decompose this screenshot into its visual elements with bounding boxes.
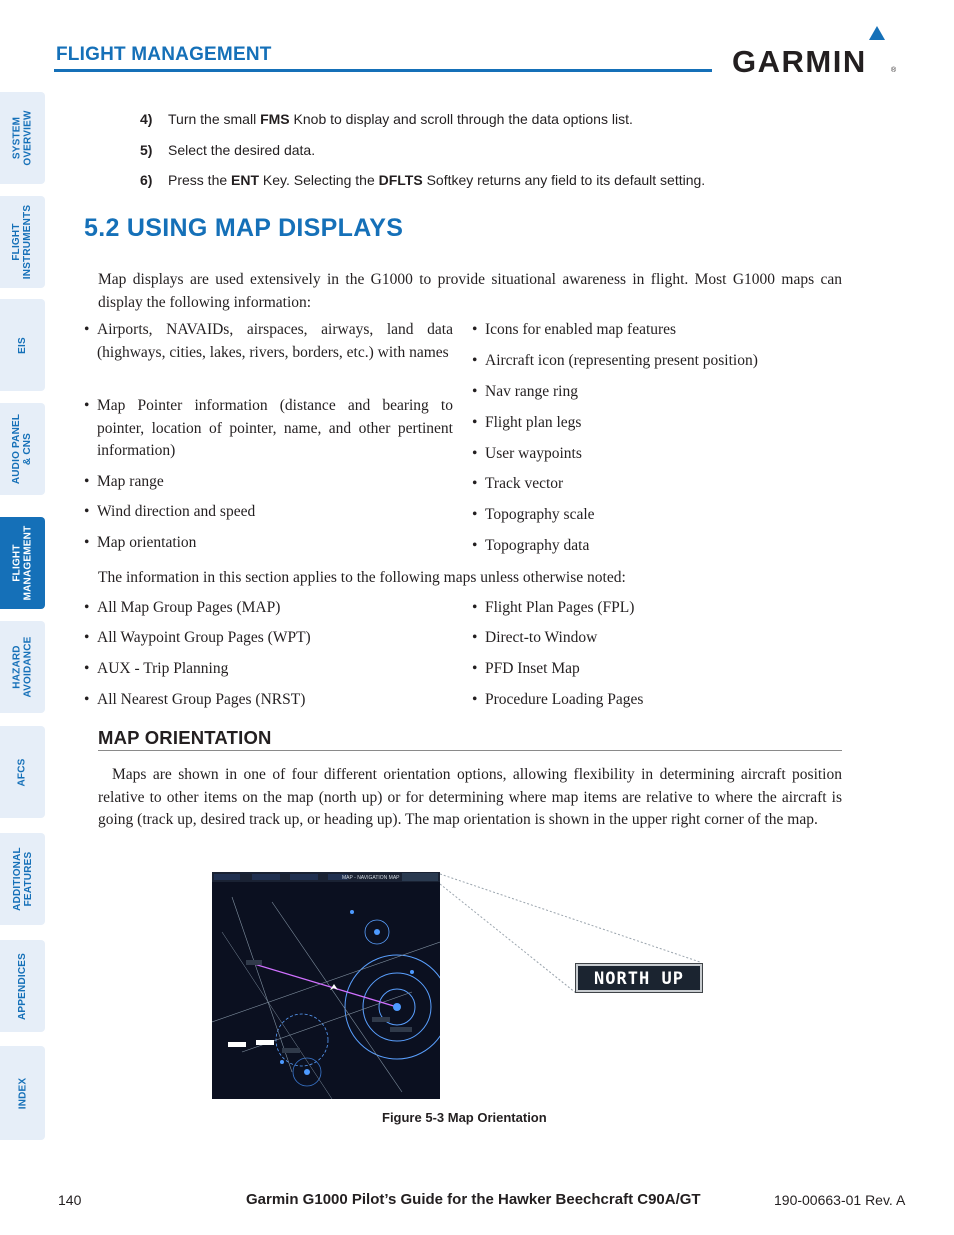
side-tab-afcs[interactable]	[0, 726, 45, 818]
bullet-item	[84, 627, 453, 650]
side-tab-label: INDEX	[17, 1077, 28, 1109]
side-tab-label: FLIGHT MANAGEMENT	[11, 525, 34, 601]
north-up-callout	[575, 963, 703, 993]
bullet-text: User waypoints	[485, 445, 582, 462]
step-softkey-name: DFLTS	[378, 172, 423, 188]
bullet-item	[472, 627, 842, 650]
bullet-text: Aircraft icon (representing present position)	[485, 352, 758, 369]
bullet-item	[472, 597, 842, 620]
bullet-dot: •	[472, 660, 478, 677]
bullet-text: PFD Inset Map	[485, 660, 580, 677]
step-text: Key. Selecting the	[259, 172, 379, 188]
side-tab-flight-management[interactable]	[0, 517, 45, 609]
map-orientation-paragraph: Maps are shown in one of four different orientation options, allowing flexibility in determining aircraft position relative to other items on the map (north up) or for determining where map items are relative to where the aircraft is going (track up, desired track up, or heading up). The map orientation is shown in the upper right corner of the map.	[98, 766, 842, 828]
side-tab-label: FLIGHT INSTRUMENTS	[11, 204, 34, 280]
side-tab-label: AUDIO PANEL & CNS	[11, 413, 34, 485]
bullet-item	[472, 535, 842, 558]
bullet-dot: •	[472, 383, 478, 400]
bullet-item	[472, 381, 842, 404]
bullet-dot: •	[472, 599, 478, 616]
garmin-logo	[732, 24, 898, 76]
bullet-dot: •	[84, 629, 90, 646]
bullet-dot: •	[472, 445, 478, 462]
bullet-text: All Map Group Pages (MAP)	[97, 599, 281, 616]
figure-caption: Figure 5-3 Map Orientation	[382, 1110, 547, 1125]
step-text: Select the desired data.	[168, 142, 316, 158]
bullet-item	[84, 597, 453, 620]
bullet-text: Track vector	[485, 475, 564, 492]
step-text: Turn the small	[168, 111, 261, 127]
bullet-item	[472, 504, 842, 527]
navigation-map-graphic	[212, 872, 440, 1099]
header-rule	[54, 69, 712, 72]
side-tab-label: SYSTEM OVERVIEW	[11, 110, 34, 166]
bullet-dot: •	[84, 503, 90, 520]
bullet-dot: •	[472, 414, 478, 431]
bullet-item	[84, 689, 453, 712]
bullet-item	[84, 395, 453, 463]
step-text: Knob to display and scroll through the data options list.	[289, 111, 633, 127]
bullet-dot: •	[84, 660, 90, 677]
bullet-item	[84, 658, 453, 681]
step-key-name: FMS	[260, 111, 290, 127]
step-key-name: ENT	[231, 172, 260, 188]
navigation-map-screenshot	[212, 872, 440, 1099]
intro-paragraph: Map displays are used extensively in the G1000 to provide situational awareness in flight. Most G1000 maps can display the following information:	[98, 271, 842, 311]
bullet-dot: •	[472, 475, 478, 492]
side-tab-label: APPENDICES	[17, 952, 29, 1020]
side-tab-label: AFCS	[17, 757, 28, 787]
bullet-text: Airports, NAVAIDs, airspaces, airways, land data (highways, cities, lakes, rivers, borders, etc.) with names	[97, 321, 453, 361]
bullet-text: Wind direction and speed	[97, 503, 256, 520]
garmin-delta-icon	[869, 26, 885, 40]
map-title-text: MAP - NAVIGATION MAP	[342, 875, 400, 881]
step-number: 6)	[140, 172, 153, 188]
section-heading: 5.2 USING MAP DISPLAYS	[84, 214, 404, 242]
side-tab-appendices[interactable]	[0, 940, 45, 1032]
applies-paragraph: The information in this section applies to the following maps unless otherwise noted:	[98, 569, 626, 586]
bullet-dot: •	[84, 534, 90, 551]
footer-title: Garmin G1000 Pilot’s Guide for the Hawker Beechcraft C90A/GT	[246, 1191, 701, 1208]
bullet-item	[472, 689, 842, 712]
bullet-item	[472, 443, 842, 466]
bullet-item	[472, 473, 842, 496]
side-tab-flight-instruments[interactable]	[0, 196, 45, 288]
bullet-text: Flight Plan Pages (FPL)	[485, 599, 635, 616]
page-number: 140	[58, 1192, 82, 1208]
side-tab-eis[interactable]	[0, 299, 45, 391]
bullet-dot: •	[472, 629, 478, 646]
bullet-dot: •	[472, 352, 478, 369]
bullet-dot: •	[84, 691, 90, 708]
bullet-text: Icons for enabled map features	[485, 321, 677, 338]
section-title: FLIGHT MANAGEMENT	[56, 44, 272, 65]
bullet-dot: •	[84, 321, 90, 338]
north-up-label-graphic	[575, 963, 703, 993]
bullet-item	[472, 658, 842, 681]
step-text: Press the	[168, 172, 232, 188]
step-5	[140, 142, 315, 158]
bullet-text: Topography scale	[485, 506, 595, 523]
step-6	[140, 172, 705, 188]
bullet-dot: •	[472, 537, 478, 554]
bullet-text: Map orientation	[97, 534, 197, 551]
garmin-logo-text: GARMIN	[732, 44, 867, 76]
bullet-text: AUX - Trip Planning	[97, 660, 229, 677]
bullet-dot: •	[472, 506, 478, 523]
garmin-registered-mark: ®	[891, 67, 897, 74]
subsection-rule	[98, 750, 842, 751]
step-number: 5)	[140, 142, 153, 158]
bullet-item	[472, 319, 842, 342]
step-text: Softkey returns any field to its default setting.	[422, 172, 706, 188]
bullet-text: Map Pointer information (distance and bearing to pointer, location of pointer, name, and other pertinent information)	[97, 397, 453, 459]
side-tab-label: EIS	[17, 336, 28, 354]
side-tab-index[interactable]	[0, 1046, 45, 1140]
bullet-dot: •	[472, 691, 478, 708]
bullet-text: All Nearest Group Pages (NRST)	[97, 691, 306, 708]
bullet-text: Flight plan legs	[485, 414, 582, 431]
bullet-dot: •	[84, 473, 90, 490]
bullet-item	[472, 350, 842, 373]
bullet-item	[84, 319, 453, 364]
bullet-text: Direct-to Window	[485, 629, 598, 646]
side-tab-additional-features[interactable]	[0, 833, 45, 925]
side-tab-label: HAZARD AVOIDANCE	[11, 636, 34, 698]
north-up-label: NORTH UP	[594, 969, 684, 989]
step-4	[140, 111, 633, 127]
bullet-text: Map range	[97, 473, 164, 490]
bullet-text: Topography data	[485, 537, 590, 554]
bullet-dot: •	[84, 599, 90, 616]
side-tab-hazard-avoidance[interactable]	[0, 621, 45, 713]
bullet-dot: •	[84, 397, 90, 414]
bullet-text: All Waypoint Group Pages (WPT)	[97, 629, 311, 646]
bullet-item	[472, 412, 842, 435]
bullet-item	[84, 471, 453, 494]
subsection-heading: MAP ORIENTATION	[98, 727, 272, 748]
bullet-text: Procedure Loading Pages	[485, 691, 644, 708]
bullet-text: Nav range ring	[485, 383, 578, 400]
bullet-item	[84, 501, 453, 524]
bullet-dot: •	[472, 321, 478, 338]
bullet-item	[84, 532, 453, 555]
step-number: 4)	[140, 111, 153, 127]
document-number: 190-00663-01 Rev. A	[774, 1192, 906, 1208]
side-tab-label: ADDITIONAL FEATURES	[11, 847, 34, 911]
side-tab-audio-panel-cns[interactable]	[0, 403, 45, 495]
side-tab-system-overview[interactable]	[0, 92, 45, 184]
